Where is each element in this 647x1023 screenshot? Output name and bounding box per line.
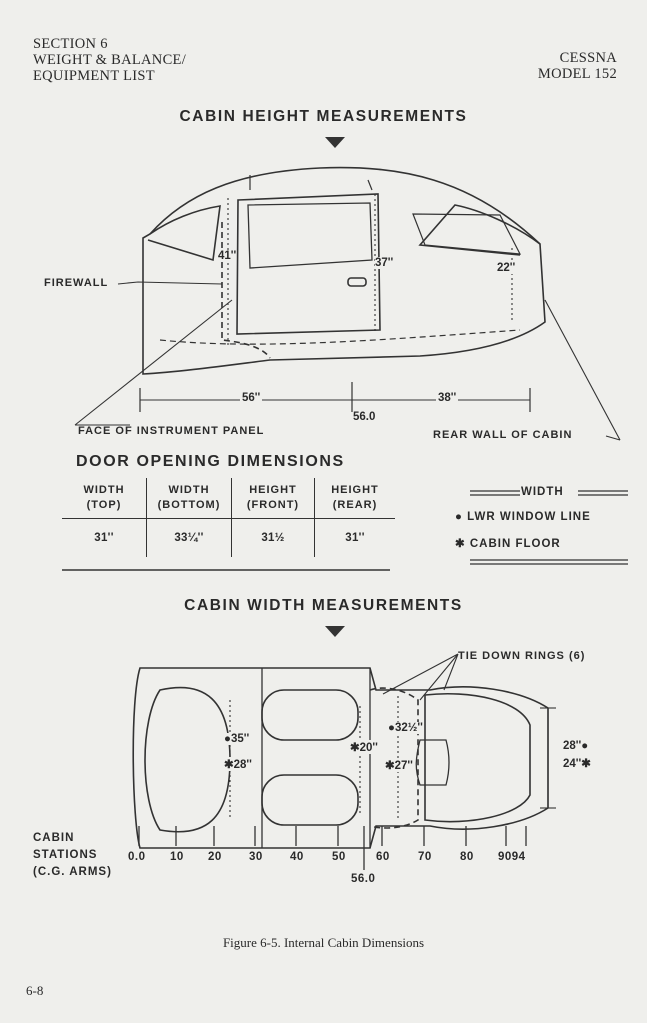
width-35-label: ●35'' xyxy=(224,733,250,745)
door-dimensions-table xyxy=(62,478,395,557)
legend-lwr-window-text: LWR WINDOW LINE xyxy=(467,511,591,523)
width-24-rear-label: 24''✱ xyxy=(563,758,591,770)
door-col-width-bottom: WIDTH (BOTTOM) xyxy=(147,478,232,519)
station-80: 80 xyxy=(460,851,474,863)
rear-wall-label: REAR WALL OF CABIN xyxy=(433,429,573,441)
door-width-top-value: 31'' xyxy=(94,532,114,544)
width-32-label: ●32½'' xyxy=(388,722,423,734)
cabin-stations-label xyxy=(33,830,112,881)
station-56-marker: 56.0 xyxy=(351,873,376,885)
station-60: 60 xyxy=(376,851,390,863)
door-width-bottom-value: 33¼'' xyxy=(147,519,232,558)
asterisk-icon: ✱ xyxy=(455,538,466,550)
door-table-value-row xyxy=(62,519,395,558)
station-10: 10 xyxy=(170,851,184,863)
legend-lines xyxy=(470,491,628,564)
legend-width: WIDTH xyxy=(521,486,564,498)
cabin-side-view xyxy=(75,168,620,440)
width-28-label: ✱28'' xyxy=(224,759,252,771)
height-22-label: 22'' xyxy=(497,262,516,274)
length-56-label: 56'' xyxy=(242,392,261,404)
length-38-label: 38'' xyxy=(438,392,457,404)
station-50: 50 xyxy=(332,851,346,863)
page-number: 6-8 xyxy=(26,983,44,998)
stations-label-line1: CABIN xyxy=(33,832,75,844)
station-0: 0.0 xyxy=(128,851,146,863)
dot-icon: ● xyxy=(455,511,463,523)
width-20-label: ✱20'' xyxy=(350,742,378,754)
section-title-line1: WEIGHT & BALANCE/ xyxy=(33,52,187,68)
legend-lwr-window xyxy=(455,511,591,523)
figure-caption: Figure 6-5. Internal Cabin Dimensions xyxy=(222,935,425,950)
cabin-width-title: CABIN WIDTH MEASUREMENTS xyxy=(184,597,463,614)
down-arrow-icon xyxy=(325,137,345,148)
door-opening-title: DOOR OPENING DIMENSIONS xyxy=(76,453,345,470)
height-41-label: 41'' xyxy=(218,250,237,262)
width-27-label: ✱27'' xyxy=(385,760,413,772)
station-56-label: 56.0 xyxy=(353,411,376,423)
aircraft-model: MODEL 152 xyxy=(537,66,617,82)
door-table-header-row xyxy=(62,478,395,519)
station-90-94: 9094 xyxy=(498,851,526,863)
station-70: 70 xyxy=(418,851,432,863)
cabin-top-view xyxy=(133,654,556,870)
door-col-width-top: WIDTH (TOP) xyxy=(62,478,147,519)
station-40: 40 xyxy=(290,851,304,863)
door-height-front-value: 31½ xyxy=(232,519,315,558)
width-28-rear-label: 28''● xyxy=(563,740,589,752)
section-number: SECTION 6 xyxy=(33,36,108,52)
door-height-rear-value: 31'' xyxy=(315,519,396,558)
instrument-panel-label: FACE OF INSTRUMENT PANEL xyxy=(78,425,265,437)
down-arrow-icon xyxy=(325,626,345,637)
stations-label-line2: STATIONS xyxy=(33,849,98,861)
legend-cabin-floor-text: CABIN FLOOR xyxy=(469,538,561,550)
cabin-height-title: CABIN HEIGHT MEASUREMENTS xyxy=(179,108,468,125)
door-col-height-front: HEIGHT (FRONT) xyxy=(232,478,315,519)
door-col-height-rear: HEIGHT (REAR) xyxy=(315,478,396,519)
section-title-line2: EQUIPMENT LIST xyxy=(33,68,155,84)
tie-down-rings-label: TIE DOWN RINGS (6) xyxy=(458,650,586,662)
stations-label-line3: (C.G. ARMS) xyxy=(33,866,112,878)
firewall-label: FIREWALL xyxy=(44,277,109,289)
station-20: 20 xyxy=(208,851,222,863)
station-30: 30 xyxy=(249,851,263,863)
aircraft-make: CESSNA xyxy=(559,50,617,66)
legend-cabin-floor xyxy=(455,536,561,550)
height-37-label: 37'' xyxy=(375,257,394,269)
